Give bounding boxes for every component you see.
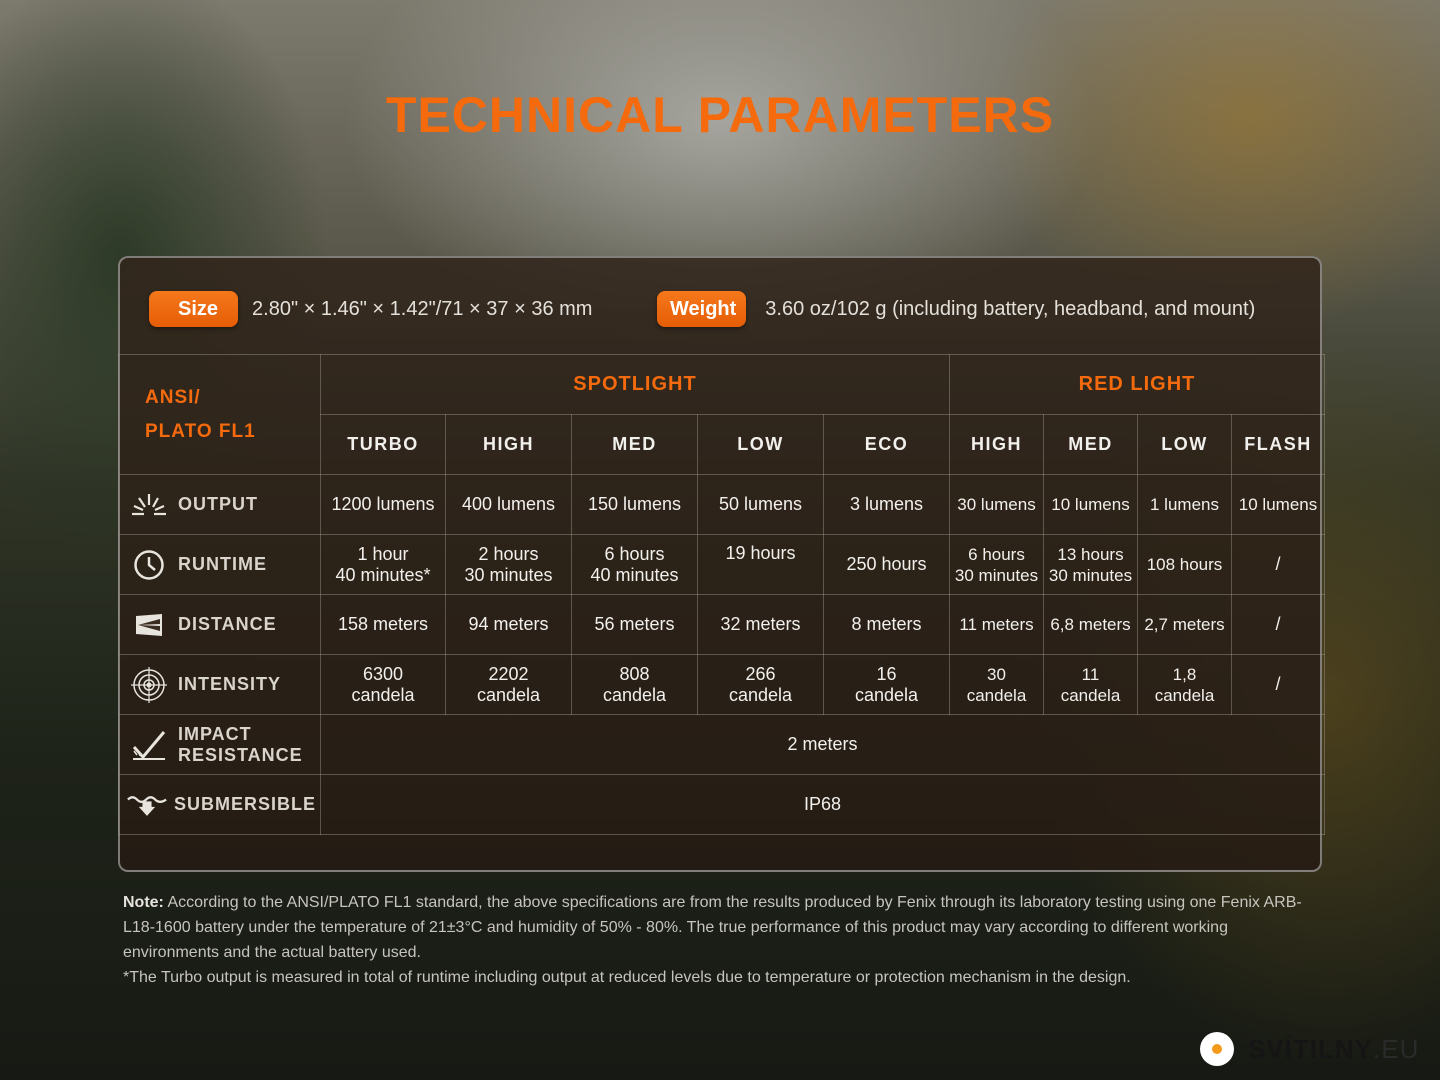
note-block — [123, 890, 1323, 990]
cell: 11 candela — [1044, 655, 1138, 715]
runtime-row — [119, 535, 1325, 595]
runtime-label-cell — [119, 535, 321, 595]
mode-med: MED — [572, 415, 698, 475]
cell: 266 candela — [698, 655, 824, 715]
weight-value: 3.60 oz/102 g (including battery, headband, and mount) — [765, 297, 1256, 320]
cell: 32 meters — [698, 595, 824, 655]
spotlight-label: SPOTLIGHT — [573, 373, 697, 395]
cell: 150 lumens — [572, 475, 698, 535]
cell: 6,8 meters — [1044, 595, 1138, 655]
standard-line2: PLATO FL1 — [145, 420, 256, 442]
cell: 1200 lumens — [321, 475, 446, 535]
redlight-label: RED LIGHT — [1078, 373, 1196, 395]
standard-header — [119, 355, 321, 475]
output-icon — [129, 488, 169, 522]
impact-label-cell — [119, 715, 321, 775]
intensity-label: INTENSITY — [178, 674, 282, 694]
brand-logo — [1200, 1032, 1419, 1066]
note-footnote: *The Turbo output is measured in total of runtime including output at reduced levels due to temperature or protection mechanism in the design. — [123, 969, 1131, 986]
brand-name: SVÍTILNY — [1248, 1033, 1374, 1064]
standard-line1: ANSI/ — [145, 386, 201, 408]
impact-label-line1: IMPACT — [178, 723, 252, 744]
cell: 16 candela — [824, 655, 950, 715]
mode-red-high: HIGH — [950, 415, 1044, 475]
cell: 1 lumens — [1138, 475, 1232, 535]
size-value: 2.80" × 1.46" × 1.42"/71 × 37 × 36 mm — [252, 297, 593, 320]
cell: / — [1232, 535, 1325, 595]
impact-icon — [129, 728, 169, 762]
target-icon — [129, 668, 169, 702]
page-title: TECHNICAL PARAMETERS — [385, 87, 1055, 143]
cell: 1,8 candela — [1138, 655, 1232, 715]
cell: 10 lumens — [1232, 475, 1325, 535]
cell: 30 lumens — [950, 475, 1044, 535]
cell: 3 lumens — [824, 475, 950, 535]
weight-spec — [657, 290, 1255, 328]
cell: 11 meters — [950, 595, 1044, 655]
cell: 108 hours — [1138, 535, 1232, 595]
cell: 6300 candela — [321, 655, 446, 715]
mode-red-low: LOW — [1138, 415, 1232, 475]
cell: 50 lumens — [698, 475, 824, 535]
redlight-header — [950, 355, 1325, 415]
submersible-label: SUBMERSIBLE — [174, 794, 317, 814]
impact-label-line2: RESISTANCE — [178, 744, 303, 765]
note-label: Note: — [123, 894, 164, 911]
cell: 2202 candela — [446, 655, 572, 715]
submersible-label-cell — [119, 775, 321, 835]
cell: 19 hours — [698, 535, 824, 595]
cell: 158 meters — [321, 595, 446, 655]
impact-row — [119, 715, 1325, 775]
cell: 94 meters — [446, 595, 572, 655]
mode-high: HIGH — [446, 415, 572, 475]
cell: 808 candela — [572, 655, 698, 715]
clock-icon — [129, 548, 169, 582]
distance-label: DISTANCE — [178, 614, 277, 634]
cell: / — [1232, 655, 1325, 715]
submersible-row — [119, 775, 1325, 835]
cell: 6 hours 30 minutes — [950, 535, 1044, 595]
cell: 2,7 meters — [1138, 595, 1232, 655]
distance-label-cell — [119, 595, 321, 655]
cell: 30 candela — [950, 655, 1044, 715]
cell: 400 lumens — [446, 475, 572, 535]
cell: 1 hour 40 minutes* — [321, 535, 446, 595]
submersible-value: IP68 — [321, 775, 1325, 835]
output-label: OUTPUT — [178, 494, 258, 514]
cell: 6 hours 40 minutes — [572, 535, 698, 595]
cell: 8 meters — [824, 595, 950, 655]
size-badge: Size — [149, 291, 238, 327]
spec-table — [118, 354, 1325, 835]
mode-low: LOW — [698, 415, 824, 475]
mode-red-flash: FLASH — [1232, 415, 1325, 475]
cell: / — [1232, 595, 1325, 655]
output-row — [119, 475, 1325, 535]
cell: 56 meters — [572, 595, 698, 655]
cell: 2 hours 30 minutes — [446, 535, 572, 595]
size-spec — [149, 290, 592, 328]
cell: 250 hours — [824, 535, 950, 595]
mode-turbo: TURBO — [321, 415, 446, 475]
runtime-label: RUNTIME — [178, 554, 267, 574]
mode-red-med: MED — [1044, 415, 1138, 475]
brand-suffix: .EU — [1373, 1033, 1420, 1064]
distance-row — [119, 595, 1325, 655]
cell: 13 hours 30 minutes — [1044, 535, 1138, 595]
beam-icon — [129, 608, 169, 642]
cell: 10 lumens — [1044, 475, 1138, 535]
note-text: According to the ANSI/PLATO FL1 standard, the above specifications are from the results produced by Fenix through its laboratory testing using one Fenix ARB-L18-1600 battery under the temperature of 21±3°C and humidity of 50% - 80%. The true performance of this product may vary according to different working environments and the actual battery used. — [123, 894, 1302, 961]
intensity-row — [119, 655, 1325, 715]
output-label-cell — [119, 475, 321, 535]
water-icon — [127, 788, 167, 822]
impact-value: 2 meters — [321, 715, 1325, 775]
weight-badge: Weight — [657, 291, 746, 327]
spotlight-header — [321, 355, 950, 415]
mode-eco: ECO — [824, 415, 950, 475]
logo-icon — [1200, 1032, 1234, 1066]
intensity-label-cell — [119, 655, 321, 715]
